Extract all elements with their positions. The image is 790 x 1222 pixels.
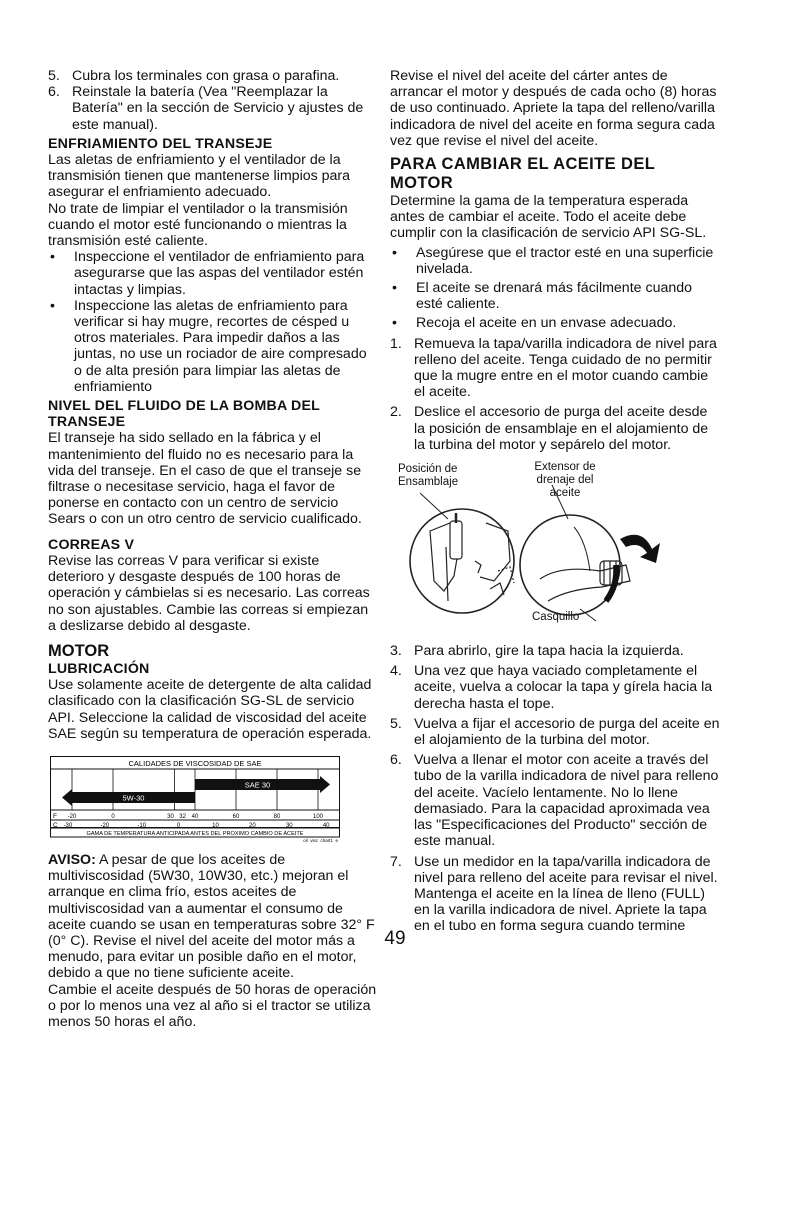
item-number: 5.: [390, 715, 402, 732]
bullet: •: [392, 244, 397, 261]
bullet: •: [50, 297, 55, 314]
bullet-item: [390, 280, 720, 312]
item-text: Vuelva a fijar el accesorio de purga del aceite en el alojamiento de la turbina del motor.: [414, 715, 720, 749]
warning-text: A pesar de que los aceites de multiviscosidad (5W30, 10W30, etc.) mejoran el arranque en clima frío, estos aceites de multiviscosidad van a aumentar el consumo de aceite cuando se usan en temperaturas sobre 32° F (0° C). Revise el nivel del aceite del motor más a menudo, para evitar un posible daño en el motor, debido a que no tiene suficiente aceite.: [48, 851, 375, 982]
item-number: 2.: [390, 404, 402, 421]
left-column: [48, 68, 378, 1030]
bullet-text: Recoja el aceite en un envase adecuado.: [416, 315, 677, 332]
chart-id: oil_visc_chart1_e: [303, 837, 338, 842]
list-item: [390, 663, 720, 712]
bullet: •: [392, 280, 397, 297]
f-tick: 40: [191, 813, 199, 820]
paragraph: Las aletas de enfriamiento y el ventilador de la transmisión tienen que mantenerse limpios para asegurar el enfriamiento adecuado.: [48, 152, 351, 201]
arrow-left-icon: [62, 789, 72, 806]
item-number: 1.: [390, 335, 402, 352]
f-tick: 100: [312, 813, 324, 820]
item-text: Vuelva a llenar el motor con aceite a través del tubo de la varilla indicadora de nivel para relleno del aceite. Vacíelo lentamente. No lo llene demasiado. Para la capacidad aproximada vea las "Especificaciones del Producto" sección de este manual.: [414, 752, 719, 850]
list-item: [390, 404, 720, 453]
section-heading-belts: CORREAS V: [48, 536, 135, 553]
section-heading-motor: MOTOR: [48, 641, 110, 660]
c-tick: 40: [322, 822, 330, 829]
chart-footer: GAMA DE TEMPERATURA ANTICIPADA ANTES DEL PROXIMO CAMBIO DE ACEITE: [86, 830, 304, 837]
bullet-text: El aceite se drenará más fácilmente cuando esté caliente.: [416, 280, 693, 313]
f-tick: 0: [111, 813, 115, 820]
list-item: [390, 716, 720, 748]
f-tick: 80: [273, 813, 281, 820]
bullet-item: [390, 245, 720, 277]
item-text: Reinstale la batería (Vea "Reemplazar la Batería" en la sección de Servicio y ajustes de este manual).: [72, 84, 364, 133]
viscosity-chart: [50, 756, 340, 842]
f-tick: 60: [232, 813, 240, 820]
band-label: SAE 30: [244, 780, 271, 790]
paragraph: Revise el nivel del aceite del cárter antes de arrancar el motor y después de cada ocho (8) horas de uso continuado. Apriete la tapa del relleno/varilla indicadora de nivel del aceite en forma segura cada vez que revise el nivel del aceite.: [390, 68, 717, 149]
subheading-lubrication: LUBRICACIÓN: [48, 660, 150, 677]
item-number: 6.: [390, 752, 402, 769]
c-tick: 20: [249, 822, 256, 829]
c-tick: -10: [137, 822, 147, 829]
band-label: 5W-30: [122, 793, 145, 803]
figure-label-extender: Extensor de drenaje del aceite: [534, 461, 596, 500]
drain-arrow-icon: [606, 565, 616, 601]
viscosity-chart-svg: [50, 756, 340, 842]
section-heading-fluid: NIVEL DEL FLUIDO DE LA BOMBA DEL TRANSEJE: [48, 398, 320, 431]
paragraph: Determine la gama de la temperatura esperada antes de cambiar el aceite. Todo el aceite debe cumplir con la clasificación de servicio API SG-SL.: [390, 193, 707, 242]
item-number: 7.: [390, 853, 402, 870]
f-axis-label: F: [53, 812, 57, 820]
list-item: [390, 643, 720, 659]
item-text: Use un medidor en la tapa/varilla indicadora de nivel para relleno del aceite para revisar el nivel. Mantenga el aceite en la línea de lleno (FULL) en la varilla indicadora de nivel. Apriete la tapa en el tubo en forma segura cuando termine: [414, 853, 718, 935]
bullet-text: Asegúrese que el tractor esté en una superficie nivelada.: [416, 244, 714, 277]
item-text: Deslice el accesorio de purga del aceite desde la posición de ensamblaje en el alojamiento de la turbina del motor y sepárelo del motor.: [414, 404, 709, 453]
f-tick: -20: [67, 813, 77, 820]
section-heading-change-oil: PARA CAMBIAR EL ACEITE DEL MOTOR: [390, 155, 655, 193]
paragraph: Revise las correas V para verificar si existe deterioro y desgaste después de 100 horas de operación y cámbielas si es necesario. Las correas no son ajustables. Cambie las correas si empiezan a deslizarse debido al desgaste.: [48, 552, 370, 634]
section-heading-cooling: ENFRIAMIENTO DEL TRANSEJE: [48, 135, 273, 152]
paragraph: El transeje ha sido sellado en la fábrica y el mantenimiento del fluido no es necesario para la vida del transeje. En el caso de que el transeje se filtrase o necesitase servicio, haga el favor de ponerse en contacto con un centro de servicio Sears o con un otro centro de servicio cualificado.: [48, 430, 362, 528]
list-item: [48, 84, 378, 133]
item-number: 4.: [390, 663, 402, 680]
c-tick: -30: [63, 822, 73, 829]
figure-label-assembly: Posición de Ensamblaje: [398, 463, 459, 489]
bullet: •: [50, 249, 55, 266]
c-tick: 30: [285, 822, 293, 829]
item-number: 3.: [390, 643, 402, 660]
c-tick: 10: [212, 822, 219, 829]
warning-label: AVISO:: [48, 851, 96, 868]
item-number: 5.: [48, 68, 60, 84]
page-number: 49: [384, 928, 406, 949]
list-item: [390, 752, 720, 849]
f-tick: 30: [167, 813, 174, 820]
chart-title: CALIDADES DE VISCOSIDAD DE SAE: [128, 758, 262, 768]
item-number: 6.: [48, 84, 60, 101]
bullet-item: [390, 315, 720, 331]
list-item: [390, 336, 720, 401]
bullet-text: Inspeccione las aletas de enfriamiento para verificar si hay mugre, recortes de césped u otros materiales. Para impedir daños a las juntas, no use un rociador de aire compresado o de alta presión para limpiar las aletas de enfriamiento: [74, 297, 367, 395]
item-text: Remueva la tapa/varilla indicadora de nivel para relleno del aceite. Tenga cuidado de no permitir que la mugre entre en el motor cuando cambie el aceite.: [414, 335, 717, 401]
rotation-arrow-icon: [620, 535, 660, 563]
bullet-text: Inspeccione el ventilador de enfriamiento para asegurarse que las aspas del ventilador estén intactas y limpias.: [74, 249, 365, 298]
bullet-item: [48, 249, 378, 298]
item-text: Una vez que haya vaciado completamente el aceite, vuelva a colocar la tapa y gírela hacia la derecha hasta el tope.: [414, 663, 713, 712]
c-tick: 0: [176, 822, 181, 829]
item-text: Para abrirlo, gire la tapa hacia la izquierda.: [414, 643, 684, 660]
right-column: [390, 68, 720, 935]
paragraph: No trate de limpiar el ventilador o la transmisión cuando el motor esté funcionando o mientras la transmisión esté caliente.: [48, 200, 348, 250]
paragraph: Cambie el aceite después de 50 horas de operación o por lo menos una vez al año si el tractor se utiliza menos 50 horas el año.: [48, 981, 377, 1030]
paragraph: Use solamente aceite de detergente de alta calidad clasificado con la clasificación SG-SL de servicio API. Seleccione la calidad de viscosidad del aceite SAE según su temperatura de operación esperada.: [48, 677, 372, 742]
item-text: Cubra los terminales con grasa o parafina.: [72, 68, 340, 84]
bullet-item: [48, 298, 378, 395]
list-item: [48, 68, 378, 84]
drain-figure: [390, 461, 690, 639]
arrow-right-icon: [320, 776, 330, 793]
c-axis-label: C: [53, 821, 58, 829]
bullet: •: [392, 315, 397, 332]
c-tick: -20: [100, 822, 110, 829]
f-tick: 32: [179, 813, 186, 820]
figure-label-cap: Casquillo: [532, 611, 580, 624]
list-item: [390, 854, 720, 935]
warning-paragraph: [48, 852, 378, 982]
